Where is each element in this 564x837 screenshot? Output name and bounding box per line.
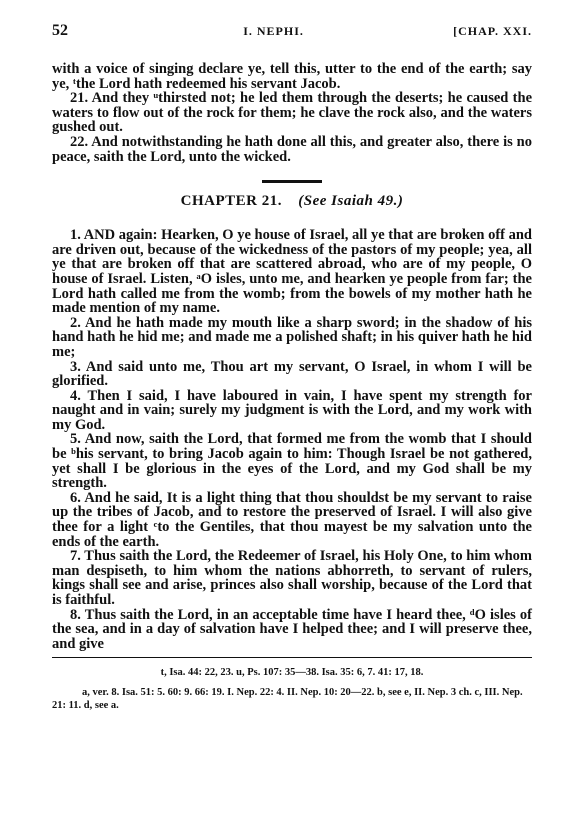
footnotes	[52, 666, 532, 712]
page-header	[52, 22, 532, 48]
chapter-title: CHAPTER 21.	[180, 193, 282, 210]
chapter-heading	[52, 193, 532, 210]
book-title: I. NEPHI.	[243, 24, 304, 38]
chapter-cross-reference: (See Isaiah 49.)	[298, 193, 404, 210]
verse-5: 5. And now, saith the Lord, that formed me from the womb that I should be ᵇhis servant, to bring Jacob again to him: Though Israel be not gathered, yet shall I be glorious in the eyes of the Lord, and my God shall be my strength.	[52, 431, 532, 492]
verse-3: 3. And said unto me, Thou art my servant, O Israel, in whom I will be glorified.	[52, 358, 532, 390]
verse-4: 4. Then I said, I have laboured in vain, I have spent my strength for naught and in vain; surely my judgment is with the Lord, and my work with my God.	[52, 387, 532, 433]
section-divider	[262, 180, 322, 183]
continuation-text	[52, 62, 532, 164]
verse-7: 7. Thus saith the Lord, the Redeemer of Israel, his Holy One, to him whom man despiseth, to him whom the nations abhorreth, to servant of rulers, kings shall see and arise, princes also shall worship, because of the Lord that is faithful.	[52, 548, 532, 608]
verse-1: 1. AND again: Hearken, O ye house of Israel, all ye that are broken off and are driven out, because of the wickedness of the pastors of my people; yea, all ye that are broken off that are scattered abroad, who are of my people, O house of Israel. Listen, ᵃO isles, unto me, and hearken ye people from far; the Lord hath called me from the womb; from the bowels of my mother hath he made mention of my name.	[52, 227, 532, 317]
verse-21: 22. And notwithstanding he hath done all this, and greater also, there is no peace, saith the Lord, unto the wicked.	[52, 133, 532, 165]
footnote-line: a, ver. 8. Isa. 51: 5. 60: 9. 66: 19. I. Nep. 22: 4. II. Nep. 10: 20—22. b, see e, II. Nep. 3 ch. c, III. Nep. 21: 11. d, see a.	[52, 687, 523, 712]
footnote-rule	[52, 657, 532, 658]
continuation-line: with a voice of singing declare ye, tell this, utter to the end of the earth; say ye, ᵗthe Lord hath redeemed his servant Jacob.	[52, 61, 532, 92]
verse-2: 2. And he hath made my mouth like a sharp sword; in the shadow of his hand hath he hid me; and made me a polished shaft; in his quiver hath he hid me;	[52, 314, 532, 360]
verse-20: 21. And they ᵘthirsted not; he led them through the deserts; he caused the waters to flow out of the rock for them; he clave the rock also, and the waters gushed out.	[52, 90, 532, 136]
page-number: 52	[52, 22, 68, 39]
footnote-line: t, Isa. 44: 22, 23. u, Ps. 107: 35—38. Isa. 35: 6, 7. 41: 17, 18.	[160, 667, 424, 679]
verse-8: 8. Thus saith the Lord, in an acceptable time have I heard thee, ᵈO isles of the sea, and in a day of salvation have I helped thee; and I will preserve thee, and give	[52, 606, 532, 652]
chapter-reference: [CHAP. XXI.	[453, 24, 532, 38]
verse-6: 6. And he said, It is a light thing that thou shouldst be my servant to raise up the tribes of Jacob, and to restore the preserved of Israel. I will also give thee for a light ᶜto the Gentiles, that thou mayest be my salvation unto the ends of the earth.	[52, 489, 532, 550]
chapter-verses	[52, 228, 532, 651]
